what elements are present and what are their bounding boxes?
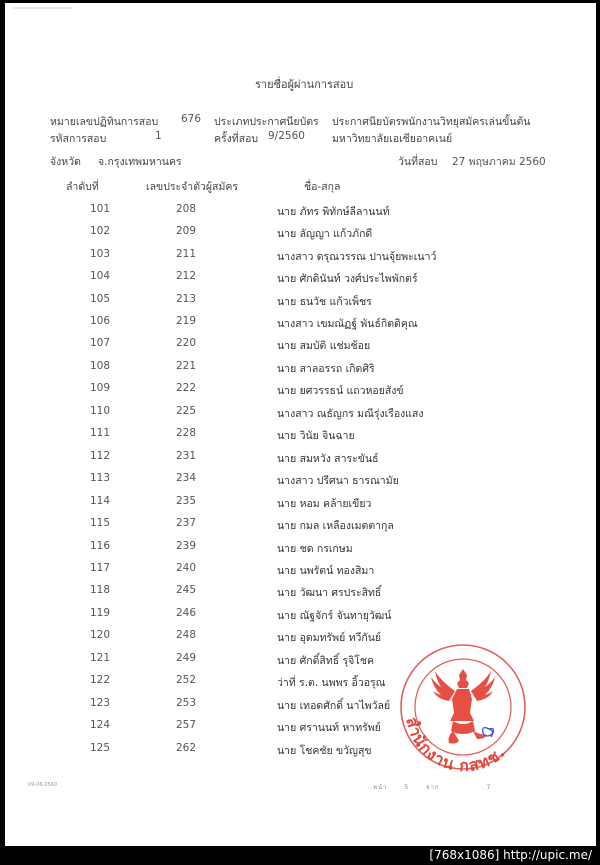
page-number: 5 [404,784,410,791]
table-row [5,270,596,292]
column-header-seq: ลำดับที่ [66,181,99,193]
row-applicant-id: 213 [176,293,197,305]
table-row [5,248,596,270]
table-row [5,427,596,449]
table-row [5,203,596,225]
row-name: นางสาว ปรีศนา ธารณามัย [277,475,399,487]
document-page [5,3,596,846]
column-header-name: ชื่อ-สกุล [304,181,341,193]
row-name: นาย นพรัตน์ ทองสิมา [277,565,375,577]
table-row [5,382,596,404]
stamp-text: สำนักงาน กสทช. [402,715,510,776]
exam-venue: มหาวิทยาลัยเอเชียอาคเนย์ [332,133,453,145]
row-name: นาย ศรานนท์ หาทรัพย์ [277,722,381,734]
table-row [5,562,596,584]
row-name: นาย สมหวัง สาระขันธ์ [277,453,379,465]
garuda-seal-icon [395,639,535,779]
page-separator: จาก [426,784,440,791]
table-row [5,607,596,629]
row-seq: 111 [90,427,111,439]
row-name: นางสาว ณธัญกร มณีรุ่งเรืองแสง [277,408,424,420]
row-name: นาย ศักดินันท์ วงศ์ประไพพักตร์ [277,273,418,285]
row-applicant-id: 231 [176,450,197,462]
exam-date: 27 พฤษภาคม 2560 [452,156,546,168]
row-applicant-id: 248 [176,629,197,641]
exam-code-label: รหัสการสอบ [50,133,107,145]
row-seq: 101 [90,203,111,215]
row-name: นาย ณัฐจักร์ จันทายุวัฒน์ [277,610,392,622]
row-name: นาย โชคชัย ขวัญสุข [277,745,372,757]
row-seq: 119 [90,607,111,619]
row-seq: 124 [90,719,111,731]
row-name: นาย เทอดศักดิ์ นาไพวัลย์ [277,700,391,712]
row-name: นาย ลัญญา แก้วภักดี [277,228,373,240]
row-name: นาย หอม คล้ายเขียว [277,498,372,510]
table-row [5,225,596,247]
row-seq: 123 [90,697,111,709]
row-seq: 107 [90,337,111,349]
image-host-bar [0,846,600,865]
exam-code: 1 [155,130,162,142]
row-name: ว่าที่ ร.ต. นพพร อิ้วอรุณ [277,677,386,689]
row-seq: 120 [90,629,111,641]
exam-center-no: 676 [181,113,202,125]
row-seq: 115 [90,517,111,529]
row-seq: 113 [90,472,111,484]
row-applicant-id: 220 [176,337,197,349]
row-applicant-id: 249 [176,652,197,664]
scan-edge-artifact [13,7,73,9]
round-label: ครั้งที่สอบ [214,133,259,145]
row-name: นาย ธนวัช แก้วเพ็ชร [277,296,372,308]
table-row [5,540,596,562]
province-label: จังหวัด [50,156,81,168]
row-seq: 116 [90,540,111,552]
row-applicant-id: 228 [176,427,197,439]
table-row [5,495,596,517]
round-value: 9/2560 [268,130,305,142]
page-total: 7 [486,784,492,791]
row-applicant-id: 221 [176,360,197,372]
row-applicant-id: 240 [176,562,197,574]
row-name: นางสาว ดรุณวรรณ ปานจุ้ยพะเนาว์ [277,251,437,263]
table-row [5,337,596,359]
row-applicant-id: 253 [176,697,197,709]
cert-type-label: ประเภทประกาศนียบัตร [214,116,319,128]
cert-type: ประกาศนียบัตรพนักงานวิทยุสมัครเล่นขั้นต้น [332,116,531,128]
table-row [5,315,596,337]
row-seq: 102 [90,225,111,237]
row-applicant-id: 225 [176,405,197,417]
row-seq: 104 [90,270,111,282]
row-seq: 103 [90,248,111,260]
row-name: นาย อุดมทรัพย์ ทวีกันย์ [277,632,382,644]
row-applicant-id: 211 [176,248,197,260]
row-applicant-id: 245 [176,584,197,596]
page-indicator [373,782,505,792]
row-seq: 110 [90,405,111,417]
row-seq: 125 [90,742,111,754]
row-applicant-id: 208 [176,203,197,215]
exam-date-label: วันที่สอบ [398,156,438,168]
row-name: นาย วินัย จินฉาย [277,430,355,442]
row-seq: 118 [90,584,111,596]
row-applicant-id: 252 [176,674,197,686]
row-applicant-id: 235 [176,495,197,507]
row-applicant-id: 209 [176,225,197,237]
row-applicant-id: 239 [176,540,197,552]
row-seq: 109 [90,382,111,394]
row-name: นาย สมบัติ แช่มช้อย [277,340,371,352]
table-row [5,405,596,427]
row-name: นางสาว เขมณัฏฐ์ พันธ์กิตติคุณ [277,318,418,330]
column-header-applicant-id: เลขประจำตัวผู้สมัคร [146,181,239,193]
row-name: นาย วัฒนา ศรประสิทธิ์ [277,587,382,599]
table-row [5,293,596,315]
document-title: รายชื่อผู้ผ่านการสอบ [255,78,354,91]
row-applicant-id: 237 [176,517,197,529]
row-seq: 112 [90,450,111,462]
row-applicant-id: 212 [176,270,197,282]
table-row [5,517,596,539]
table-row [5,472,596,494]
row-name: นาย ยศวรรธน์ แถวหอยสังข์ [277,385,404,397]
row-seq: 106 [90,315,111,327]
image-host-watermark: [768x1086] http://upic.me/ [429,848,592,862]
table-row [5,360,596,382]
row-applicant-id: 219 [176,315,197,327]
row-seq: 121 [90,652,111,664]
page-label: หน้า [373,784,388,791]
official-stamp [395,639,535,779]
table-row [5,450,596,472]
row-name: นาย สาลอรรถ เกิดศิริ [277,363,375,375]
row-seq: 122 [90,674,111,686]
row-applicant-id: 257 [176,719,197,731]
row-applicant-id: 262 [176,742,197,754]
row-applicant-id: 222 [176,382,197,394]
row-name: นาย กมล เหลืองเมตตากุล [277,520,394,532]
row-seq: 114 [90,495,111,507]
row-applicant-id: 246 [176,607,197,619]
province-value: จ.กรุงเทพมหานคร [98,156,182,168]
row-name: นาย ชด กรเกษม [277,543,353,555]
print-date: 09-06-2560 [28,782,58,788]
row-seq: 105 [90,293,111,305]
table-row [5,584,596,606]
row-applicant-id: 234 [176,472,197,484]
row-name: นาย ศักดิ์สิทธิ์ รุจิโชค [277,655,375,667]
exam-center-no-label: หมายเลขปฏิทินการสอบ [50,116,159,128]
row-seq: 108 [90,360,111,372]
row-seq: 117 [90,562,111,574]
row-name: นาย ภัทร พิทักษ์ลีลานนท์ [277,206,390,218]
